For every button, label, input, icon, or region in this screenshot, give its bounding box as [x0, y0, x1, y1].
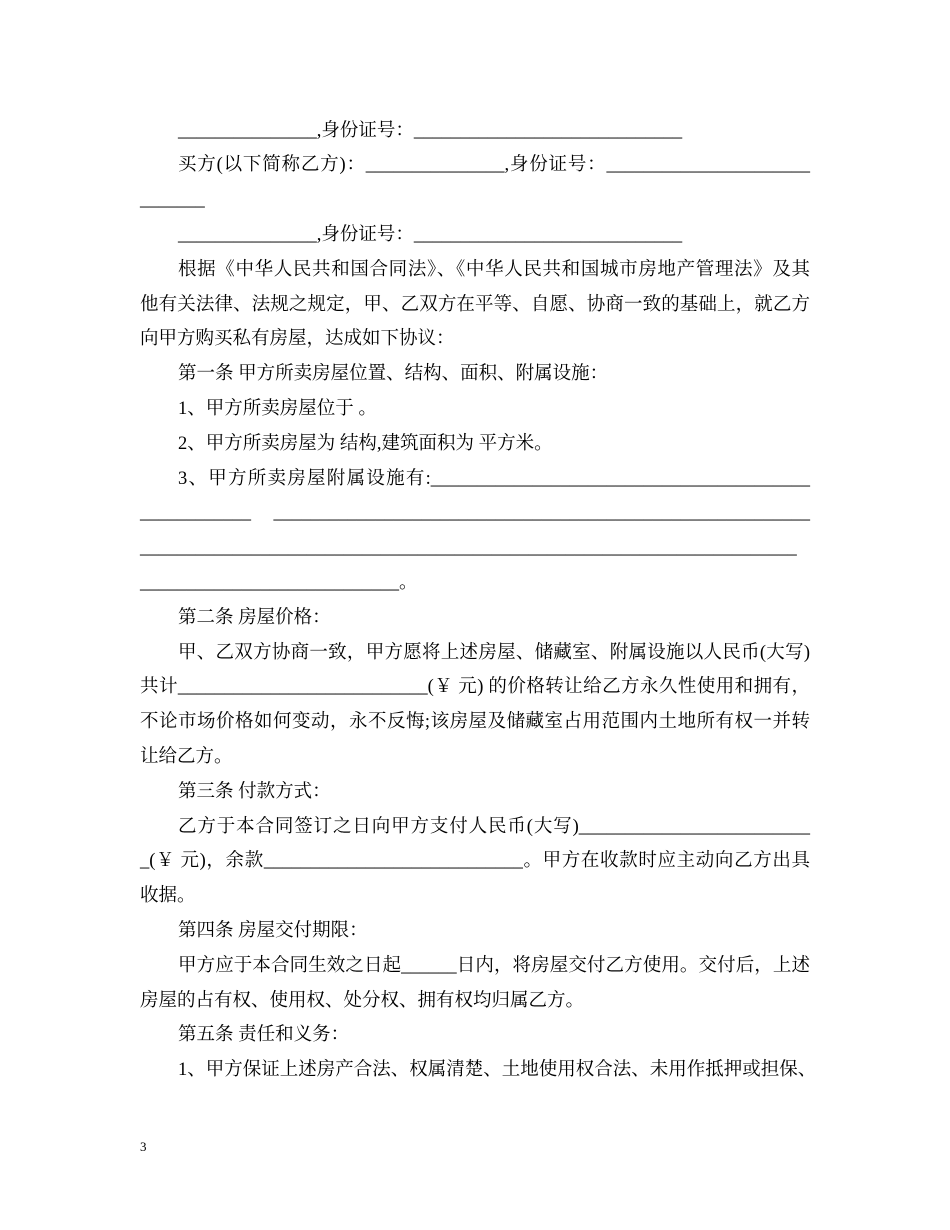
preamble-line: 他有关法律、法规之规定，甲、乙双方在平等、自愿、协商一致的基础上，就乙方: [140, 294, 810, 315]
article-heading: 第一条 甲方所卖房屋位置、结构、面积、附属设施：: [178, 364, 609, 385]
buyer-party-line: _______: [140, 190, 205, 211]
article-heading: 第二条 房屋价格：: [178, 607, 331, 628]
article-line: 3、甲方所卖房屋附属设施有:_________________________________________: [178, 468, 810, 489]
article-line: 共计___________________________(￥ 元) 的价格转让给乙方永久性使用和拥有，: [140, 677, 810, 698]
contract-body: [140, 114, 817, 1088]
page-number: 3: [140, 1139, 147, 1154]
article-heading: 第四条 房屋交付期限：: [178, 920, 368, 941]
article-line: 甲、乙双方协商一致，甲方愿将上述房屋、储藏室、附属设施以人民币(大写): [178, 642, 810, 663]
article-line: 2、甲方所卖房屋为 结构,建筑面积为 平方米。: [178, 433, 553, 454]
article-line: 乙方于本合同签订之日向甲方支付人民币(大写)_________________________: [178, 816, 810, 837]
article-line: 甲方应于本合同生效之日起______日内，将房屋交付乙方使用。交付后，上述: [178, 955, 810, 976]
article-line: ____________________________。: [140, 572, 418, 593]
buyer-party-line: 买方(以下简称乙方)：_______________,身份证号：______________________: [178, 155, 810, 176]
article-1: [140, 357, 810, 601]
seller-extra-party-line: _______________,身份证号：_____________________________: [178, 120, 683, 141]
article-line: 房屋的占有权、使用权、处分权、拥有权均归属乙方。: [140, 990, 585, 1011]
preamble-line: 根据《中华人民共和国合同法》、《中华人民共和国城市房地产管理法》及其: [178, 259, 810, 280]
article-5: [140, 1018, 817, 1088]
buyer-block: [140, 148, 810, 218]
article-3: [140, 775, 810, 914]
article-line: 让给乙方。: [140, 746, 233, 767]
preamble: [140, 253, 810, 357]
article-line: 1、甲方保证上述房产合法、权属清楚、土地使用权合法、未用作抵押或担保、: [178, 1060, 817, 1081]
article-4: [140, 914, 810, 1018]
article-2: [140, 601, 810, 775]
article-line: _______________________________________________________________________: [140, 538, 797, 559]
article-line: 1、甲方所卖房屋位于 。: [178, 398, 377, 419]
article-heading: 第五条 责任和义务：: [178, 1025, 350, 1046]
article-line: 收据。: [140, 886, 196, 907]
article-heading: 第三条 付款方式：: [178, 781, 331, 802]
buyer-extra-party-line: _______________,身份证号：_____________________________: [178, 224, 683, 245]
article-line: 不论市场价格如何变动，永不反悔;该房屋及储藏室占用范围内土地所有权一并转: [140, 712, 810, 733]
article-line: _(￥ 元)，余款____________________________。甲方在收款时应主动向乙方出具: [140, 851, 810, 872]
preamble-line: 向甲方购买私有房屋，达成如下协议：: [140, 329, 455, 350]
article-line: ____________ __________________________________________________________: [140, 503, 810, 524]
